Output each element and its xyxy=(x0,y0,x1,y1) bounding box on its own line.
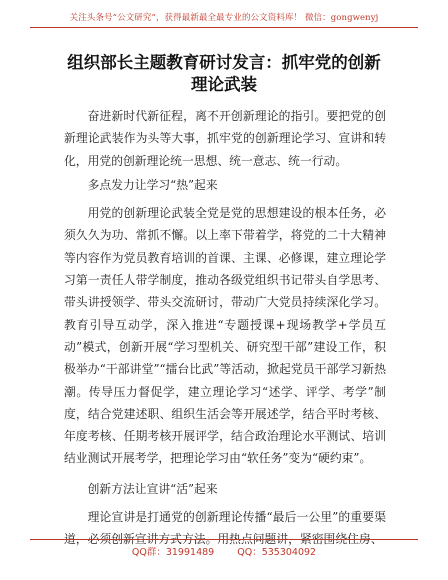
section-heading-preach: 创新方法让宣讲“活”起来 xyxy=(87,481,218,496)
intro-paragraph: 奋进新时代新征程，离不开创新理论的指引。要把党的创新理论武装作为头等大事，抓牢党的创新理论学习、宣讲和转化，用党的创新理论统一思想、统一意志、统一行动。 xyxy=(64,109,386,168)
footer-contact xyxy=(0,544,448,558)
footer-qq-group: QQ群：31991489 xyxy=(131,547,215,558)
footer-divider xyxy=(30,539,418,540)
footer-qq-number: QQ：535304092 xyxy=(237,547,317,558)
section-heading-study: 多点发力让学习“热”起来 xyxy=(87,177,218,192)
header-promo-note: 关注头条号“公文研究”，获得最新最全最专业的公文资料库！ 微信：gongwenyj xyxy=(69,13,379,23)
section-body-preach: 理论宣讲是打通党的创新理论传播“最后一公里”的重要渠道，必须创新宣讲方式方法。用热点问题讲，紧密围绕住房、 xyxy=(64,510,386,547)
section-body-study: 用党的创新理论武装全党是党的思想建设的根本任务，必须久久为功、常抓不懈。以上率下带着学，将党的二十大精神等内容作为党员教育培训的首课、主课、必修课，建立理论学习第一责任人带学制度，推动各级党组织书记带头自学思考、带头讲授领学、带头交流研讨，带动广大党员持续深化学习。教育引导互动学，深入推进“专题授课+现场教学+学员互动”模式，创新开展“学习型机关、研究型干部”建设工作，积极举办“干部讲堂”“擂台比武”等活动，掀起党员干部学习新热潮。传导压力督促学，建立理论学习“述学、评学、考学”制度，结合党建述职、组织生活会等开展述学，结合平时考核、年度考核、任期考核开展评学，结合政治理论水平测试、培训结业测试开展考学，把理论学习由“软任务”变为“硬约束”。 xyxy=(64,206,386,466)
document-body xyxy=(64,105,386,551)
header-divider xyxy=(30,27,418,28)
document-title: 组织部长主题教育研讨发言：抓牢党的创新理论武装 xyxy=(67,53,381,94)
